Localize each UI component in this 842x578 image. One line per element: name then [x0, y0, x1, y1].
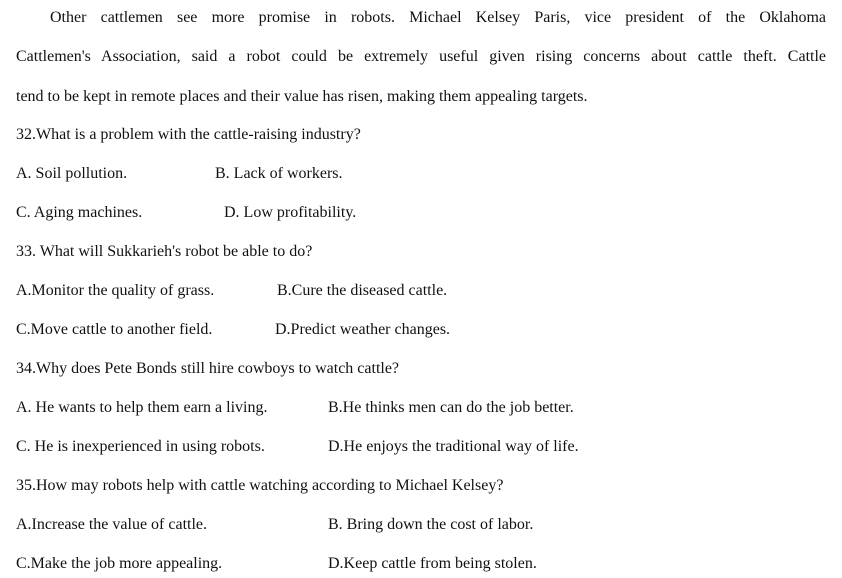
question-33-option-c: C.Move cattle to another field.	[16, 321, 213, 338]
question-32-option-b: B. Lack of workers.	[215, 165, 343, 182]
question-35-option-a: A.Increase the value of cattle.	[16, 516, 208, 533]
question-33-stem: 33. What will Sukkarieh's robot be able to do?	[16, 243, 313, 260]
passage-line-3: tend to be kept in remote places and their value has risen, making them appealing targets.	[16, 88, 588, 105]
question-35-stem: 35.How may robots help with cattle watching according to Michael Kelsey?	[16, 477, 504, 494]
passage-line-2: Cattlemen's Association, said a robot could be extremely useful given rising concerns about cattle theft. Cattle	[16, 48, 826, 65]
question-33-option-d: D.Predict weather changes.	[275, 321, 451, 338]
question-32-option-a: A. Soil pollution.	[16, 165, 128, 182]
question-32-stem: 32.What is a problem with the cattle-raising industry?	[16, 126, 361, 143]
question-33-option-b: B.Cure the diseased cattle.	[277, 282, 448, 299]
question-33-option-a: A.Monitor the quality of grass.	[16, 282, 215, 299]
question-32-option-d: D. Low profitability.	[224, 204, 357, 221]
passage-line-1: Other cattlemen see more promise in robots. Michael Kelsey Paris, vice president of the Oklahoma	[50, 9, 826, 26]
question-34-option-c: C. He is inexperienced in using robots.	[16, 438, 265, 455]
question-32-option-c: C. Aging machines.	[16, 204, 143, 221]
question-34-stem: 34.Why does Pete Bonds still hire cowboys to watch cattle?	[16, 360, 400, 377]
question-35-option-c: C.Make the job more appealing.	[16, 555, 223, 572]
question-34-option-d: D.He enjoys the traditional way of life.	[328, 438, 579, 455]
question-35-option-b: B. Bring down the cost of labor.	[328, 516, 534, 533]
question-35-option-d: D.Keep cattle from being stolen.	[328, 555, 537, 572]
question-34-option-a: A. He wants to help them earn a living.	[16, 399, 268, 416]
question-34-option-b: B.He thinks men can do the job better.	[328, 399, 574, 416]
